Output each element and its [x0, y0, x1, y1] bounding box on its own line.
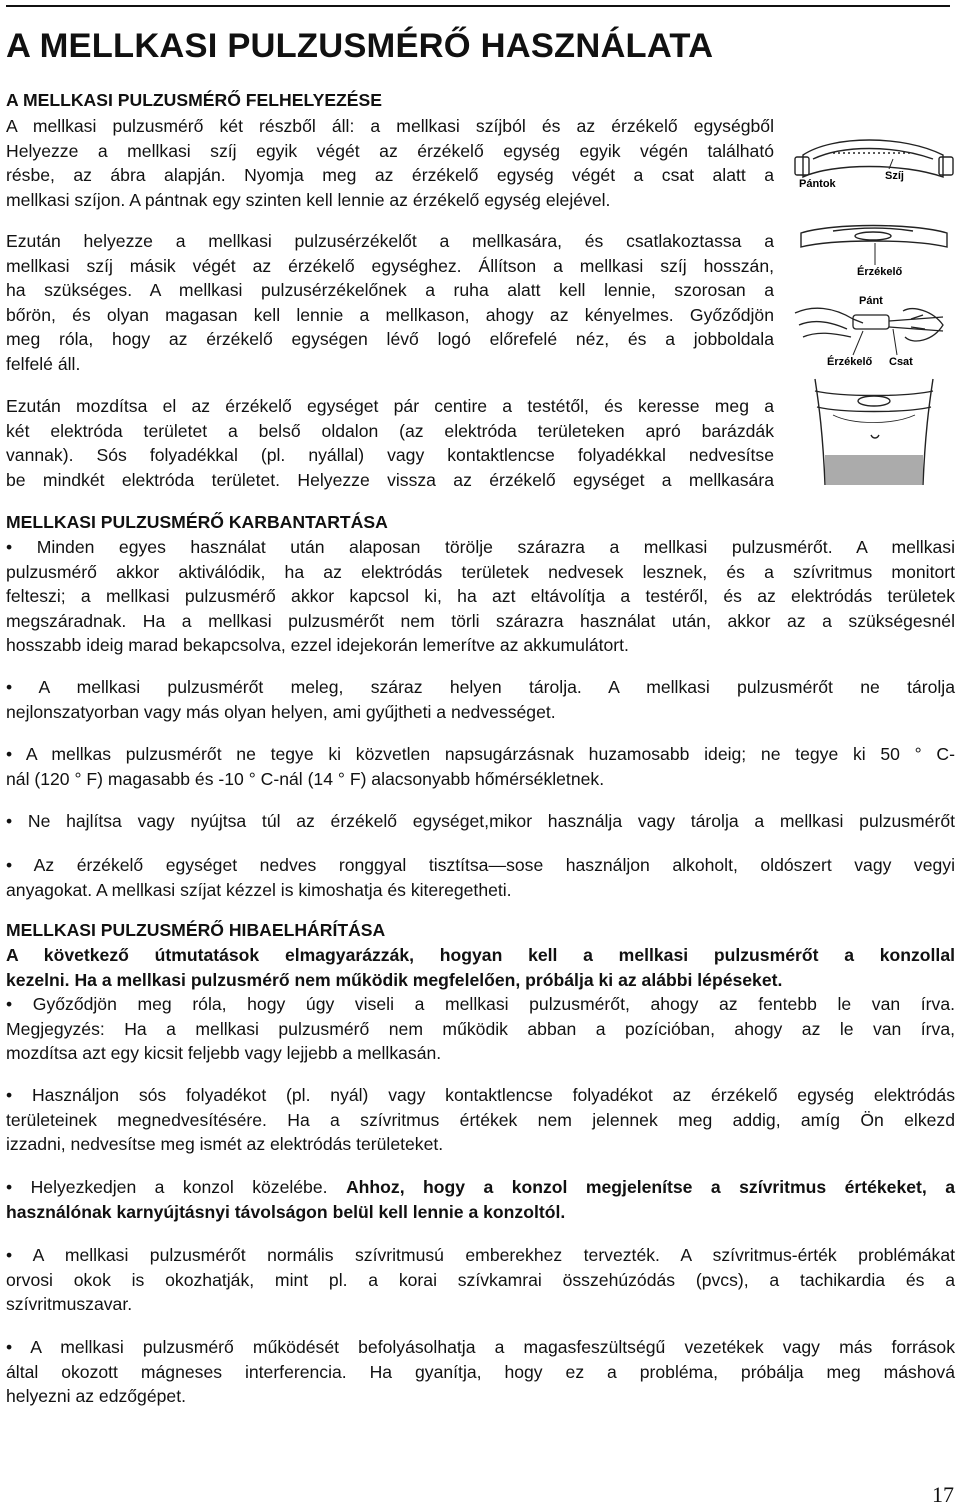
- text-line: meg róla, hogy az érzékelő egységen lévő logó előrefelé néz, és a jobboldala: [6, 329, 774, 349]
- text-line: izzadni, nedvesítse meg ismét az elektródás területeket.: [6, 1134, 444, 1154]
- label-csat: Csat: [889, 356, 913, 368]
- text-line: Ezután helyezze a mellkasi pulzusérzékelőt a mellkasára, és csatlakoztassa a: [6, 231, 774, 251]
- text-line: nál (120 ° F) magasabb és -10 ° C-nál (14 ° F) alacsonyabb hőmérsékletnek.: [6, 768, 605, 789]
- label-pant: Pánt: [859, 295, 883, 307]
- text-line: bőrön, és olyan magasan kell lennie a mellkason, ahogy az kényelmes. Győződjön: [6, 304, 774, 325]
- text-line: orvosi okok is okozhatják, mint pl. a korai szívkamrai összehúzódás (pvcs), a tachikardia és a: [6, 1269, 955, 1290]
- text-line: Megjegyzés: Ha a mellkasi pulzusmérő nem működik abban a pozícióban, ahogy az le van írva,: [6, 1018, 955, 1039]
- text-line: • A mellkas pulzusmérőt ne tegye ki közvetlen napsugárzásnak huzamosabb ideig; ne tegye ki 50 ° C-: [6, 744, 955, 764]
- text-line: • Minden egyes használat után alaposan törölje szárazra a mellkasi pulzusmérőt. A mellkasi: [6, 537, 955, 557]
- text-line: • Az érzékelő egységet nedves ronggyal tisztítsa—sose használjon alkoholt, oldószert vagy vegyi: [6, 855, 955, 875]
- text-line: kezelni. Ha a mellkasi pulzusmérő nem működik megfelelően, próbálja ki az alábbi lépéseket.: [6, 969, 783, 990]
- troubleshooting-intro: [6, 943, 955, 992]
- text-line: két elektróda területet a belső oldalon (az elektróda területeken apró barázdák: [6, 420, 774, 441]
- text-line: felfelé áll.: [6, 353, 81, 374]
- page-number: 17: [932, 1482, 954, 1505]
- troubleshooting-item-2: [6, 1083, 955, 1157]
- text-line: Helyezze a mellkasi szíj egyik végét az érzékelő egység egyik végén található: [6, 140, 774, 161]
- text-line: megszáradnak. Ha a mellkasi pulzusmérőt nem törli szárazra használat után, akkor az a szükségesnél: [6, 610, 955, 631]
- text-line: résbe, az ábra alapján. Nyomja meg az érzékelő egység végét a csat alatt a: [6, 165, 774, 185]
- text-line: nejlonszatyorban vagy más olyan helyen, ami gyűjtheti a nedvességet.: [6, 701, 556, 722]
- troubleshooting-item-5: [6, 1335, 955, 1409]
- label-szij: Szíj: [885, 170, 904, 182]
- text-line: helyezni az edzőgépet.: [6, 1386, 186, 1406]
- placement-paragraph-1: [6, 114, 774, 212]
- label-erzekelo-1: Érzékelő: [857, 266, 903, 278]
- section-heading-maintenance: MELLKASI PULZUSMÉRŐ KARBANTARTÁSA: [6, 512, 388, 532]
- maintenance-item-2: [6, 675, 955, 724]
- text-line: • Használjon sós folyadékot (pl. nyál) vagy kontaktlencse folyadékot az érzékelő egység elektródás: [6, 1085, 955, 1105]
- top-rule: [6, 5, 950, 7]
- text-line: • A mellkasi pulzusmérőt normális szívritmusú emberekhez tervezték. A szívritmus-érték problémákat: [6, 1245, 955, 1265]
- text-bold: Ahhoz, hogy a konzol megjelenítse a szívritmus értékeket, a: [345, 1177, 955, 1197]
- text-line: felteszi; a mellkasi pulzusmérő akkor kapcsol ki, ha azt eltávolítja a testéről, és az elektródás területek: [6, 586, 955, 606]
- text-line: A következő útmutatások elmagyarázzák, hogyan kell a mellkasi pulzusmérőt a konzollal: [6, 945, 955, 965]
- troubleshooting-item-3: [6, 1175, 955, 1224]
- strap-diagram: [793, 115, 955, 485]
- text-line: anyagokat. A mellkasi szíjat kézzel is kimoshatja és kiteregetheti.: [6, 879, 512, 900]
- troubleshooting-item-4: [6, 1243, 955, 1317]
- text-line: ha szükséges. A mellkasi pulzusérzékelőnek a ruha alatt kell lennie, szorosan a: [6, 280, 774, 300]
- text-line: • Győződjön meg róla, hogy úgy viseli a mellkasi pulzusmérőt, ahogy az fentebb le van írva.: [6, 994, 955, 1014]
- text-plain: • Helyezkedjen a konzol közelébe.: [6, 1177, 346, 1197]
- maintenance-item-3: [6, 742, 955, 791]
- text-line: Ezután mozdítsa el az érzékelő egységet pár centire a testétől, és keresse meg a: [6, 396, 774, 416]
- text-line: mozdítsa azt egy kicsit feljebb vagy lejjebb a mellkasán.: [6, 1043, 442, 1063]
- text-line: [6, 1175, 955, 1200]
- section-heading-placement: A MELLKASI PULZUSMÉRŐ FELHELYEZÉSE: [6, 90, 383, 110]
- maintenance-item-5: [6, 853, 955, 902]
- page-title: A MELLKASI PULZUSMÉRŐ HASZNÁLATA: [6, 27, 714, 65]
- text-line: szívritmuszavar.: [6, 1294, 133, 1314]
- maintenance-item-4: [6, 809, 955, 834]
- text-line: pulzusmérő akkor aktiválódik, ha az elektródás területek nedvesek lesznek, és a szívritmus monitort: [6, 561, 955, 582]
- text-line: • A mellkasi pulzusmérő működését befolyásolhatja a magasfeszültségű vezetékek vagy más források: [6, 1337, 955, 1357]
- text-line: A mellkasi pulzusmérő két részből áll: a mellkasi szíjból és az érzékelő egységből: [6, 116, 774, 136]
- text-line: használónak karnyújtásnyi távolságon belül kell lennie a konzoltól.: [6, 1201, 566, 1222]
- troubleshooting-item-1: [6, 992, 955, 1066]
- label-pantok: Pántok: [799, 178, 836, 190]
- text-line: hosszabb ideig marad bekapcsolva, ezzel idejekorán lemerítve az akkumulátort.: [6, 635, 629, 655]
- text-line: • Ne hajlítsa vagy nyújtsa túl az érzékelő egységet,mikor használja vagy tárolja a mellkasi pulzusmérőt: [6, 811, 955, 831]
- text-line: területeinek megnedvesítésére. Ha a szívritmus értékek nem jelennek meg addig, amíg Ön elkezd: [6, 1109, 955, 1130]
- label-erzekelo-2: Érzékelő: [827, 356, 873, 368]
- text-line: • A mellkasi pulzusmérőt meleg, száraz helyen tárolja. A mellkasi pulzusmérőt ne tárolja: [6, 677, 955, 697]
- section-heading-troubleshooting: MELLKASI PULZUSMÉRŐ HIBAELHÁRÍTÁSA: [6, 920, 386, 940]
- text-line: mellkasi szíj másik végét az érzékelő egységhez. Állítson a mellkasi szíj hosszán,: [6, 255, 774, 276]
- text-line: vannak). Sós folyadékkal (pl. nyállal) vagy kontaktlencse folyadékkal nedvesítse: [6, 445, 774, 465]
- text-line: be mindkét elektróda területet. Helyezze vissza az érzékelő egységet a mellkasára: [6, 469, 774, 490]
- text-line: által okozott mágneses interferencia. Ha gyanítja, hogy ez a probléma, próbálja meg máshová: [6, 1361, 955, 1382]
- placement-paragraph-3: [6, 394, 774, 492]
- text-line: mellkasi szíjon. A pántnak egy szinten kell lennie az érzékelő egység elejével.: [6, 189, 611, 210]
- placement-paragraph-2: [6, 229, 774, 376]
- maintenance-item-1: [6, 535, 955, 658]
- chest-strap-illustration: [793, 115, 955, 485]
